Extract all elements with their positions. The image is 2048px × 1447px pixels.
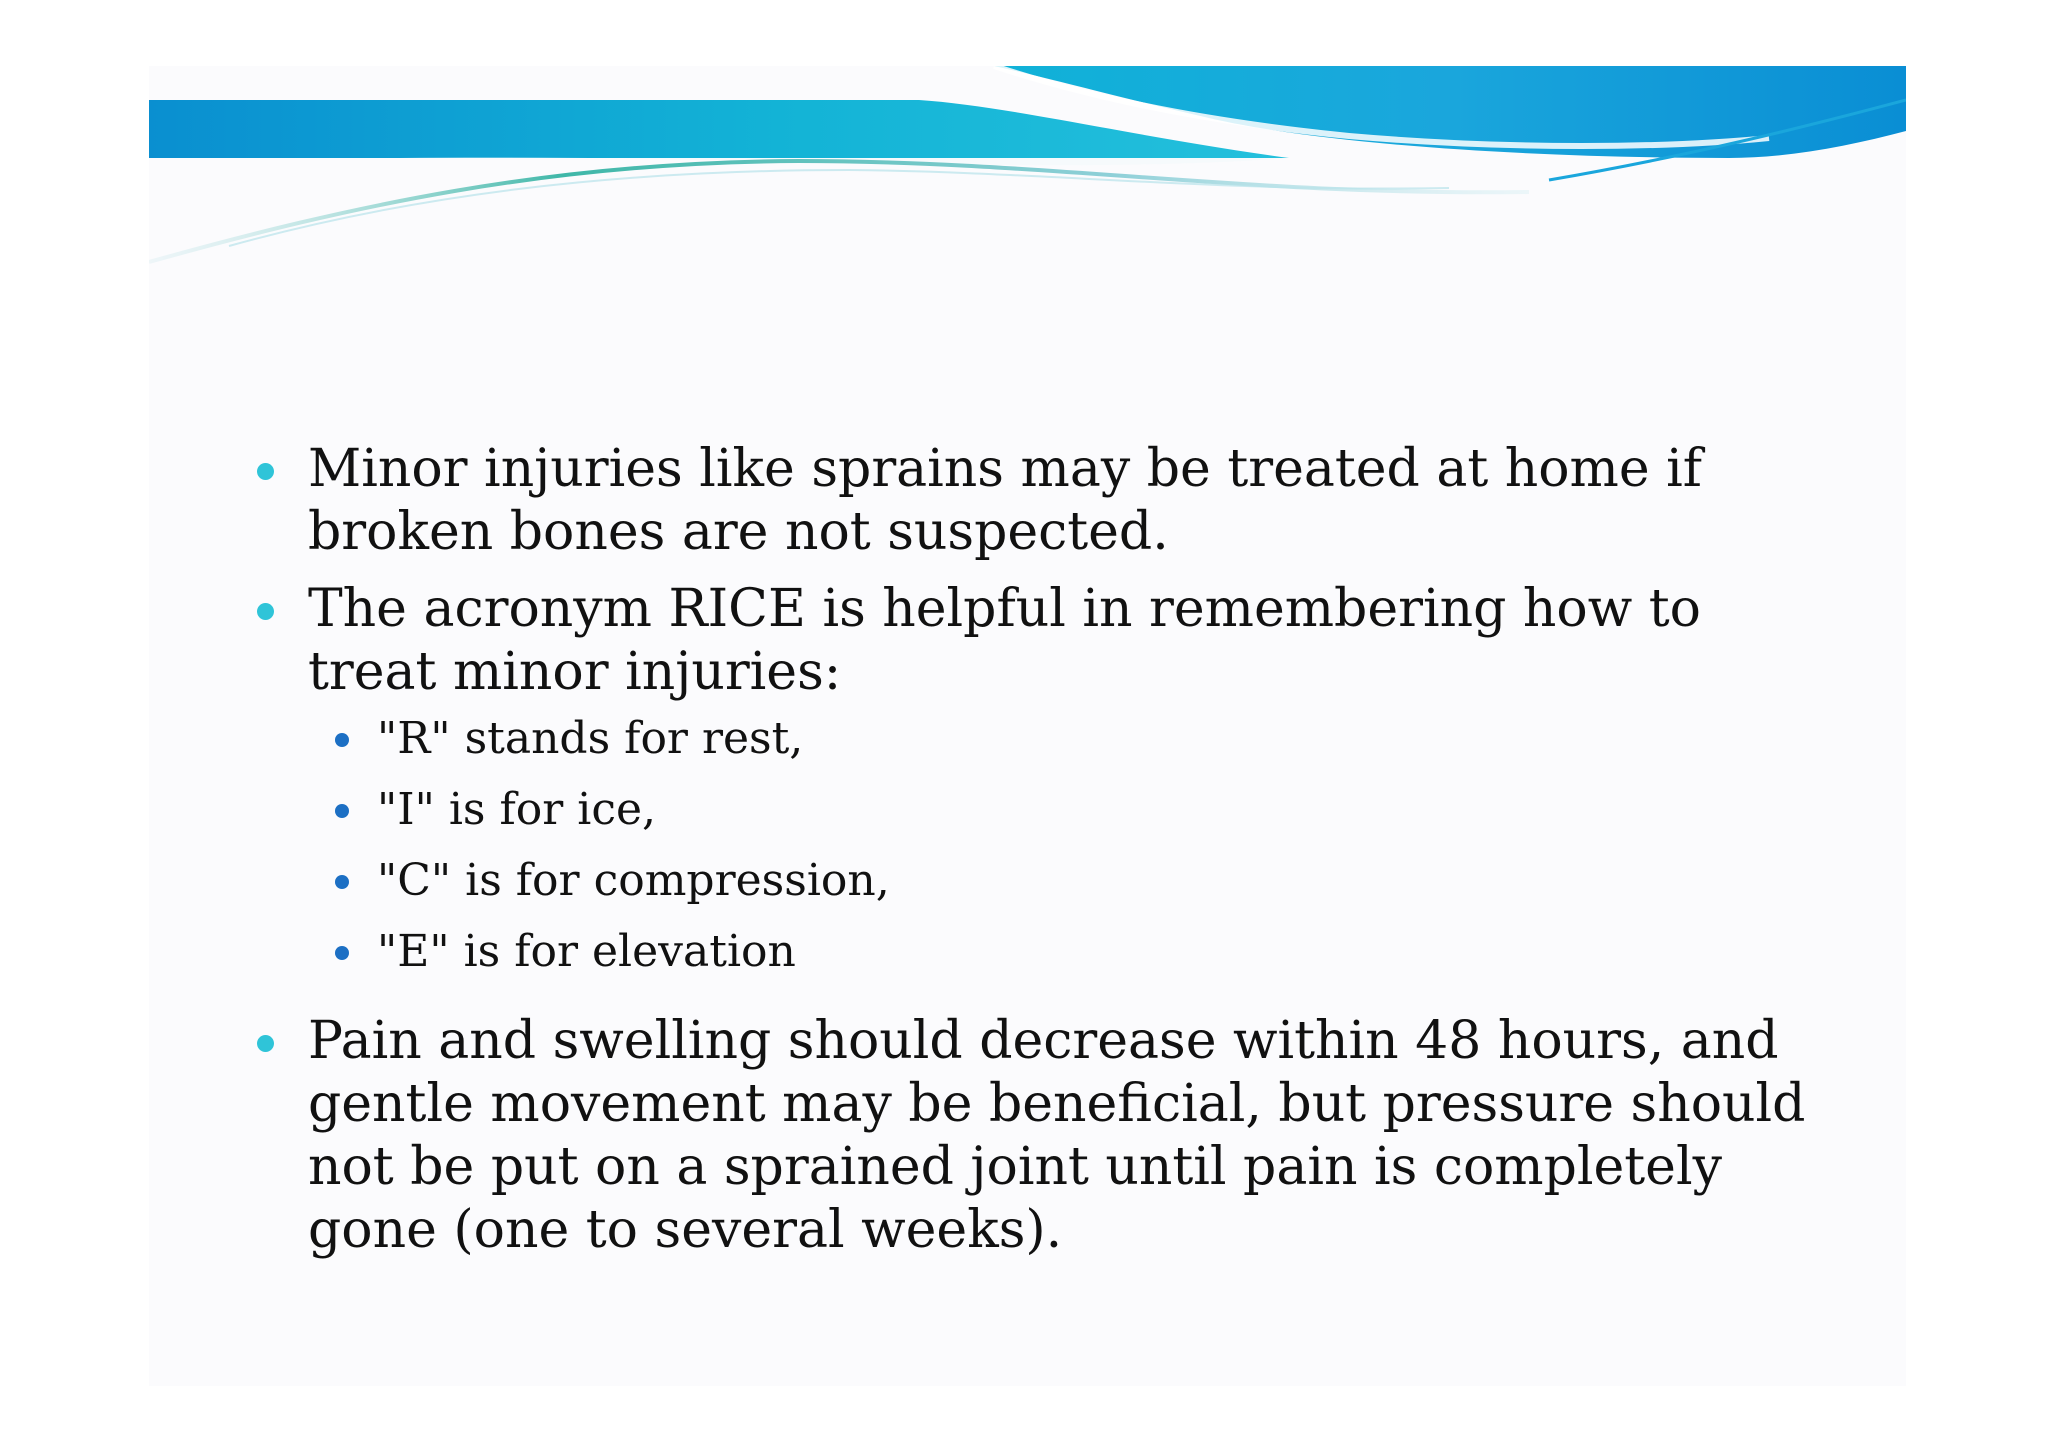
bullet-text: Pain and swelling should decrease within 48 hours, and gentle movement may be beneficial, but pressure should not be put on a sprained joint until pain is completely gone (one to several weeks). <box>308 1011 1806 1260</box>
bullet-dot-icon <box>257 463 274 480</box>
bullet-text: Minor injuries like sprains may be treated at home if broken bones are not suspected. <box>308 439 1703 562</box>
bullet-item-3 <box>257 1010 1817 1262</box>
sub-bullet-item-r <box>308 712 1817 783</box>
slide <box>149 66 1906 1386</box>
bullet-dot-icon <box>257 603 274 620</box>
sub-bullet-list <box>308 712 1817 996</box>
slide-body <box>257 438 1817 1276</box>
sub-bullet-dot-icon <box>335 733 349 747</box>
sub-bullet-dot-icon <box>335 804 349 818</box>
bullet-item-2 <box>257 578 1817 996</box>
sub-bullet-dot-icon <box>335 946 349 960</box>
sub-bullet-item-c <box>308 854 1817 925</box>
sub-bullet-dot-icon <box>335 875 349 889</box>
sub-bullet-text: "R" stands for rest, <box>377 713 804 764</box>
bullet-item-1 <box>257 438 1817 564</box>
sub-bullet-item-i <box>308 783 1817 854</box>
sub-bullet-text: "C" is for compression, <box>377 855 890 906</box>
decorative-wave-banner <box>149 66 1906 286</box>
bullet-list <box>257 438 1817 1262</box>
sub-bullet-text: "I" is for ice, <box>377 784 657 835</box>
bullet-text: The acronym RICE is helpful in remembering how to treat minor injuries: <box>308 579 1701 702</box>
bullet-dot-icon <box>257 1035 274 1052</box>
sub-bullet-item-e <box>308 925 1817 996</box>
sub-bullet-text: "E" is for elevation <box>377 926 796 977</box>
